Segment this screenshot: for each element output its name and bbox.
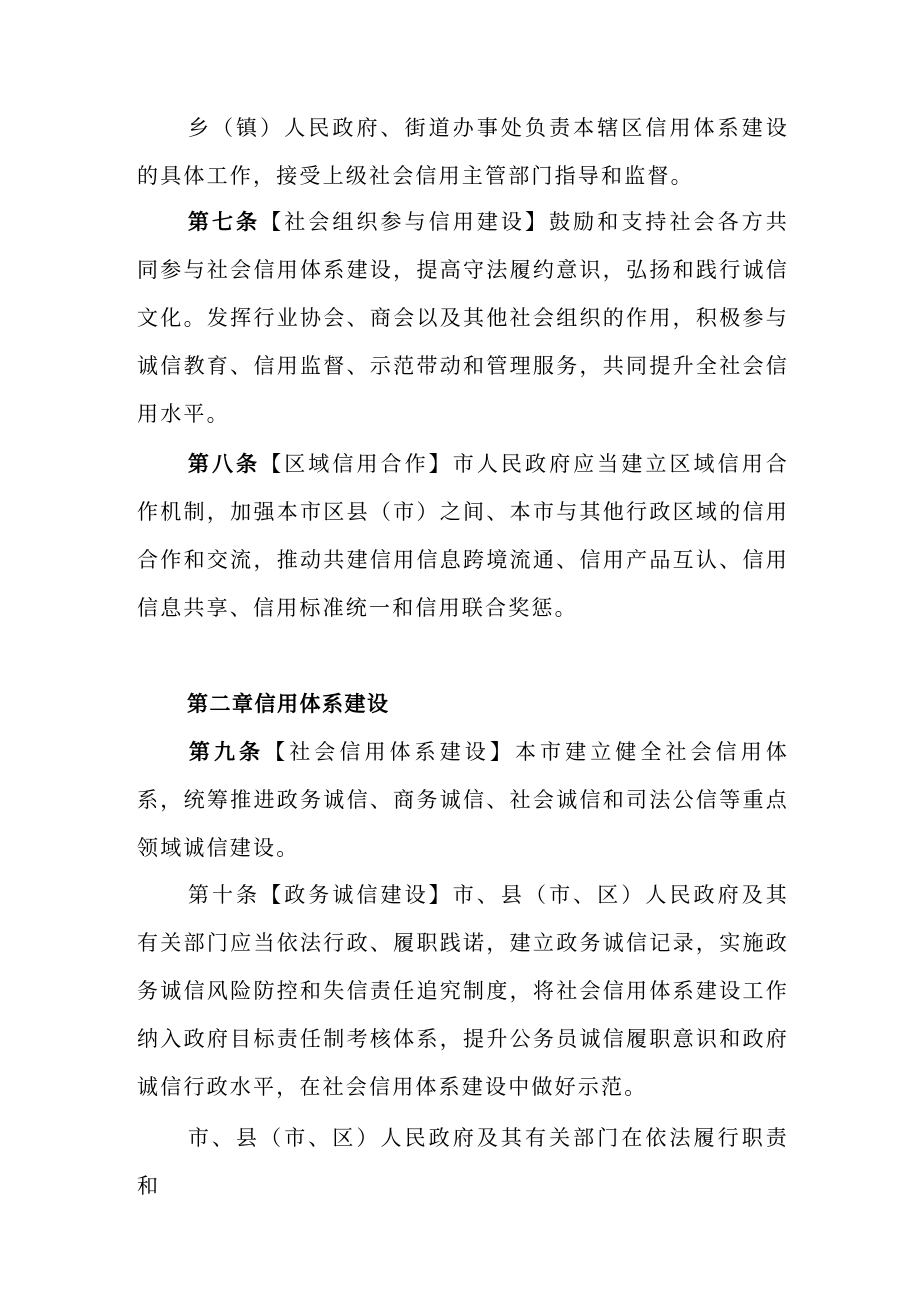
article-text: 本市建立健全社会信用体系，统筹推进政务诚信、商务诚信、社会诚信和司法公信等重点领域诚信建设。 bbox=[137, 740, 789, 860]
paragraph-government-duties bbox=[137, 1114, 789, 1210]
chapter-heading: 第二章信用体系建设 bbox=[187, 692, 390, 716]
paragraph-text: 市、县（市、区）人民政府及其有关部门在依法履行职责和 bbox=[137, 1126, 789, 1198]
article-number: 第八条 bbox=[187, 452, 261, 476]
article-8 bbox=[137, 440, 789, 632]
article-10 bbox=[137, 871, 789, 1111]
article-9 bbox=[137, 728, 789, 872]
article-title: 【社会信用体系建设】 bbox=[264, 740, 515, 764]
article-7 bbox=[137, 198, 789, 438]
article-text: 市人民政府应当建立区域信用合作机制，加强本市区县（市）之间、本市与其他行政区域的信用合作和交流，推动共建信用信息跨境流通、信用产品互认、信用信息共享、信用标准统一和信用联合奖惩。 bbox=[137, 452, 789, 620]
article-number: 第七条 bbox=[187, 210, 261, 234]
article-number: 第九条 bbox=[187, 740, 265, 764]
article-text: 市、县（市、区）人民政府及其有关部门应当依法行政、履职践诺，建立政务诚信记录，实施政务诚信风险防控和失信责任追究制度，将社会信用体系建设工作纳入政府目标责任制考核体系，提升公务员诚信履职意识和政府诚信行政水平，在社会信用体系建设中做好示范。 bbox=[137, 883, 789, 1099]
article-title: 【区域信用合作】 bbox=[260, 452, 453, 476]
paragraph-text: 乡（镇）人民政府、街道办事处负责本辖区信用体系建设的具体工作，接受上级社会信用主管部门指导和监督。 bbox=[137, 116, 789, 188]
article-text: 鼓励和支持社会各方共同参与社会信用体系建设，提高守法履约意识，弘扬和践行诚信文化。发挥行业协会、商会以及其他社会组织的作用，积极参与诚信教育、信用监督、示范带动和管理服务，共同提升全社会信用水平。 bbox=[137, 210, 789, 426]
paragraph-township-responsibility bbox=[137, 104, 789, 200]
article-title: 【政务诚信建设】 bbox=[260, 883, 453, 907]
article-title: 【社会组织参与信用建设】 bbox=[260, 210, 550, 234]
article-number: 第十条 bbox=[187, 883, 261, 907]
